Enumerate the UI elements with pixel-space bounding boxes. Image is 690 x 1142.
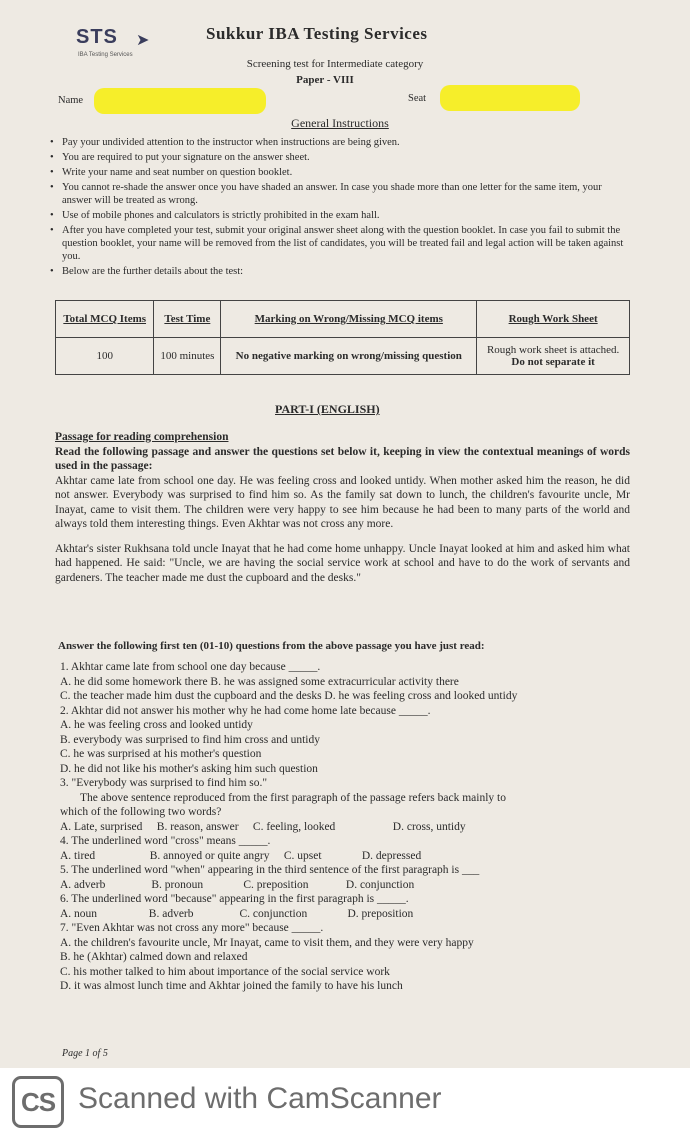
paper-number: Paper - VIII xyxy=(296,74,354,86)
camscanner-text: Scanned with CamScanner xyxy=(78,1082,442,1115)
table-header: Marking on Wrong/Missing MCQ items xyxy=(221,301,477,338)
question-line: 7. "Even Akhtar was not cross any more" because _____. xyxy=(60,922,324,934)
question-line: 2. Akhtar did not answer his mother why he had come home late because _____. xyxy=(60,704,431,717)
test-subtitle: Screening test for Intermediate category xyxy=(246,58,424,70)
name-redaction xyxy=(94,88,266,114)
instructions-title: General Instructions xyxy=(291,116,389,130)
rough-sheet-note: Do not separate it xyxy=(511,356,595,368)
question-line: B. everybody was surprised to find him cross and untidy xyxy=(60,733,320,746)
test-details-table xyxy=(55,300,630,375)
table-cell: 100 xyxy=(56,338,154,375)
question-line: A. the children's favourite uncle, Mr Inayat, came to visit them, and they were very happy xyxy=(60,936,474,949)
part-title: PART-I (ENGLISH) xyxy=(275,402,380,416)
question-line: C. he was surprised at his mother's question xyxy=(60,748,262,760)
table-cell: 100 minutes xyxy=(154,338,221,375)
table-header: Rough Work Sheet xyxy=(477,301,630,338)
marking-text: No negative marking on wrong/missing question xyxy=(235,350,462,362)
instruction-item: • Pay your undivided attention to the instructor when instructions are being given. xyxy=(50,136,630,149)
instruction-item: • Below are the further details about the test: xyxy=(50,265,630,278)
questions-heading: Answer the following first ten (01-10) questions from the above passage you have just read: xyxy=(58,640,485,652)
rough-sheet-text: Rough work sheet is attached. xyxy=(486,344,620,356)
seat-redaction xyxy=(440,85,580,111)
table-cell xyxy=(477,338,630,375)
question-line: C. the teacher made him dust the cupboard and the desks D. he was feeling cross and looked untidy xyxy=(60,690,518,702)
instruction-item: • Write your name and seat number on question booklet. xyxy=(50,166,630,179)
sts-logo: STS xyxy=(76,26,118,48)
name-label: Name xyxy=(58,95,84,106)
instructions-list xyxy=(50,136,630,280)
question-line: C. his mother talked to him about importance of the social service work xyxy=(60,965,390,978)
table-header: Test Time xyxy=(154,301,221,338)
question-line: A. tired B. annoyed or quite angry C. upset D. depressed xyxy=(60,849,422,862)
question-line: A. adverb B. pronoun C. preposition D. conjunction xyxy=(60,878,415,891)
passage-instruction: Read the following passage and answer the questions set below it, keeping in view the contextual meanings of words used in the passage: xyxy=(55,445,630,472)
question-line: D. he did not like his mother's asking him such question xyxy=(60,762,318,775)
passage-paragraph-1: Akhtar came late from school one day. He was feeling cross and looked untidy. When mother asked him the reason, he did not answer. Everybody was surprised to find him so. As the family sat down to lunch, the children's favourite uncle, Mr Inayat, came to visit them. The children were very happy to see him because he had been to many parts of the world and always told them interesting things. Even Akhtar was not cross any more. xyxy=(55,474,630,530)
questions-list xyxy=(60,660,630,994)
question-line: 3. "Everybody was surprised to find him so." xyxy=(60,777,268,789)
instruction-item: • You are required to put your signature on the answer sheet. xyxy=(50,151,630,164)
passage-heading: Passage for reading comprehension xyxy=(55,431,229,443)
question-line: The above sentence reproduced from the first paragraph of the passage refers back mainly to xyxy=(80,791,506,804)
question-line: 1. Akhtar came late from school one day because _____. xyxy=(60,661,321,673)
question-line: A. he was feeling cross and looked untidy xyxy=(60,719,253,731)
question-line: 6. The underlined word "because" appearing in the first paragraph is _____. xyxy=(60,893,409,905)
question-line: A. he did some homework there B. he was assigned some extracurricular activity there xyxy=(60,675,459,688)
question-line: 4. The underlined word "cross" means _____. xyxy=(60,835,271,847)
question-line: 5. The underlined word "when" appearing in the third sentence of the first paragraph is ___ xyxy=(60,864,480,876)
passage-paragraph-2: Akhtar's sister Rukhsana told uncle Inayat that he had come home unhappy. Uncle Inayat looked at him and asked him what had happened. He said: "Uncle, we are having the social service work at school and have to do the work of servants and gardeners. The teacher made me dust the cupboard and the desks." xyxy=(55,542,630,584)
table-header: Total MCQ Items xyxy=(56,301,154,338)
camscanner-logo-icon xyxy=(12,1076,64,1128)
table-cell xyxy=(221,338,477,375)
instruction-item: • After you have completed your test, submit your original answer sheet along with the question booklet. In case you fail to submit the question booklet, your name will be removed from the list of candidates, you will be treated fail and legal action will be taken against you. xyxy=(50,224,630,263)
page-number: Page 1 of 5 xyxy=(62,1048,108,1059)
question-line: B. he (Akhtar) calmed down and relaxed xyxy=(60,951,248,963)
scanner-watermark-bar xyxy=(0,1068,690,1142)
seat-label: Seat xyxy=(408,93,427,104)
passage xyxy=(55,430,630,585)
instruction-item: • Use of mobile phones and calculators is strictly prohibited in the exam hall. xyxy=(50,209,630,222)
question-line: which of the following two words? xyxy=(60,806,222,818)
camscanner-logo-text: CS xyxy=(20,1086,56,1117)
question-line: A. noun B. adverb C. conjunction D. preposition xyxy=(60,907,414,920)
instruction-item: • You cannot re-shade the answer once you have shaded an answer. In case you shade more than one letter for the same item, your answer will be treated as wrong. xyxy=(50,181,630,207)
question-line: A. Late, surprised B. reason, answer C. feeling, looked D. cross, untidy xyxy=(60,820,466,833)
organization-title: Sukkur IBA Testing Services xyxy=(206,24,428,43)
logo-subtext: IBA Testing Services xyxy=(78,52,133,58)
logo-swoosh-icon: ➤ xyxy=(136,32,150,49)
question-line: D. it was almost lunch time and Akhtar joined the family to have his lunch xyxy=(60,980,403,992)
